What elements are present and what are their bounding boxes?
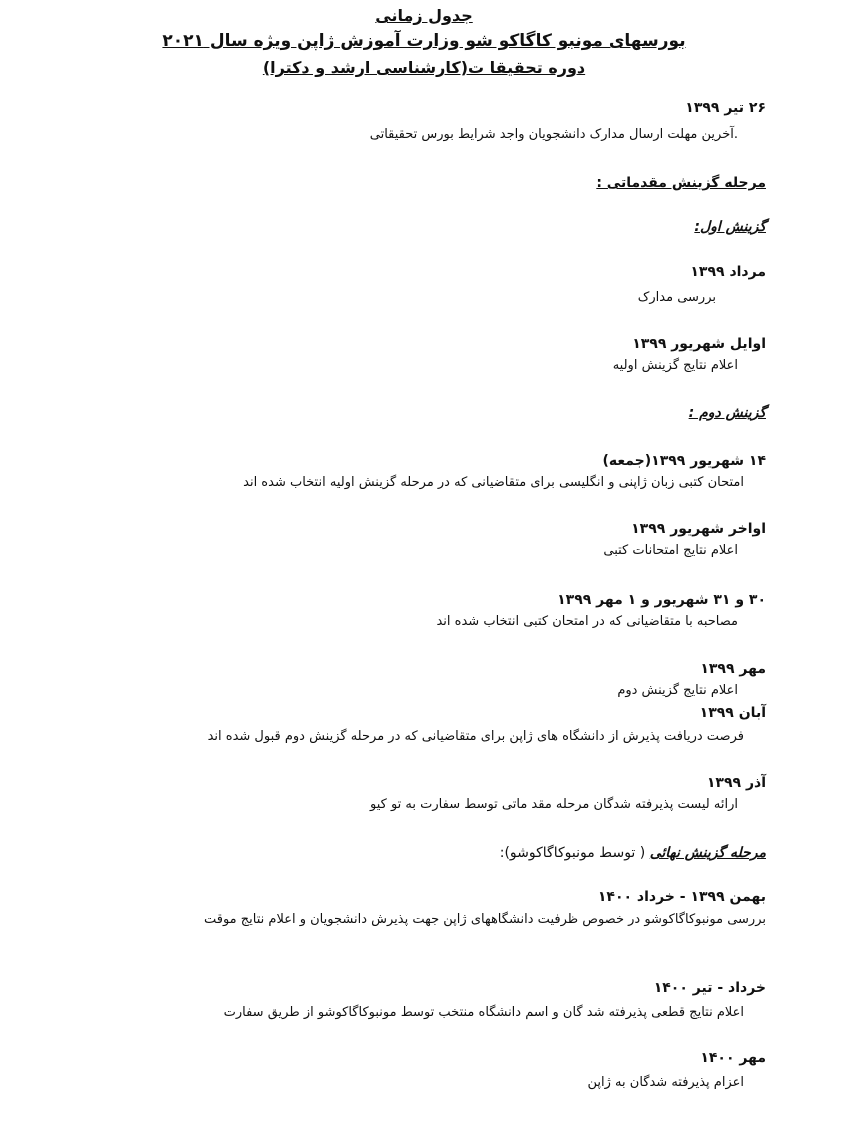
first-item-text: اعلام نتایج گزینش اولیه [612,358,738,373]
second-item-text: اعلام نتایج گزینش دوم [617,683,738,698]
deadline-date: ۲۶ تیر ۱۳۹۹ [685,100,766,116]
deadline-text: .آخرین مهلت ارسال مدارک دانشجویان واجد شرایط بورس تحقیقاتی [369,127,738,142]
second-item-date: آذر ۱۳۹۹ [706,775,766,791]
second-item-text: فرصت دریافت پذیرش از دانشگاه های ژاپن برای متقاضیانی که در مرحله گزینش دوم قبول شده اند [207,729,744,744]
first-item-date: مرداد ۱۳۹۹ [690,264,766,280]
document-course-line: دوره تحقیقا ت(کارشناسی ارشد و دکترا) [262,58,586,77]
second-item-date: آبان ۱۳۹۹ [699,705,766,721]
second-item-date: اواخر شهریور ۱۳۹۹ [631,521,766,537]
first-item-date: اوایل شهریور ۱۳۹۹ [632,336,766,352]
final-heading [500,843,766,863]
second-item-date: ۳۰ و ۳۱ شهریور و ۱ مهر ۱۳۹۹ [557,592,766,608]
final-heading-rest: ( توسط مونبوکاگاکوشو): [499,845,650,861]
document-subtitle: بورسهای مونبو کاگاکو شو وزارت آموزش ژاپن ویژه سال ۲۰۲۱ [162,31,686,51]
final-item-text: بررسی مونبوکاگاکوشو در خصوص ظرفیت دانشگاههای ژاپن جهت پذیرش دانشجویان و اعلام نتایج موقت [203,912,766,927]
second-item-text: امتحان کتبی زبان ژاپنی و انگلیسی برای متقاضیانی که در مرحله گزینش اولیه انتخاب شده اند [243,475,744,490]
final-item-date: بهمن ۱۳۹۹ - خرداد ۱۴۰۰ [597,889,766,905]
second-item-text: ارائه لیست پذیرفته شدگان مرحله مقد ماتی توسط سفارت به تو کیو [370,797,738,812]
first-item-text: بررسی مدارک [637,290,716,305]
second-item-date: ۱۴ شهریور ۱۳۹۹(جمعه) [602,453,766,469]
second-item-text: مصاحبه با متقاضیانی که در امتحان کتبی انتخاب شده اند [436,614,738,629]
final-item-date: خرداد - تیر ۱۴۰۰ [653,980,766,996]
second-selection-heading: گزینش دوم : [688,405,766,421]
final-item-text: اعلام نتایج قطعی پذیرفته شد گان و اسم دانشگاه منتخب توسط مونبوکاگاکوشو از طریق سفارت [223,1005,744,1020]
preliminary-heading: مرحله گزینش مقدماتی : [596,175,766,191]
final-item-date: مهر ۱۴۰۰ [700,1050,766,1066]
first-selection-heading: گزینش اول: [694,219,766,235]
second-item-text: اعلام نتایج امتحانات کتبی [603,543,738,558]
second-item-date: مهر ۱۳۹۹ [700,661,766,677]
final-heading-main: مرحله گزینش نهائی [649,845,766,861]
document-title: جدول زمانی [375,6,473,25]
final-item-text: اعزام پذیرفته شدگان به ژاپن [587,1075,744,1090]
